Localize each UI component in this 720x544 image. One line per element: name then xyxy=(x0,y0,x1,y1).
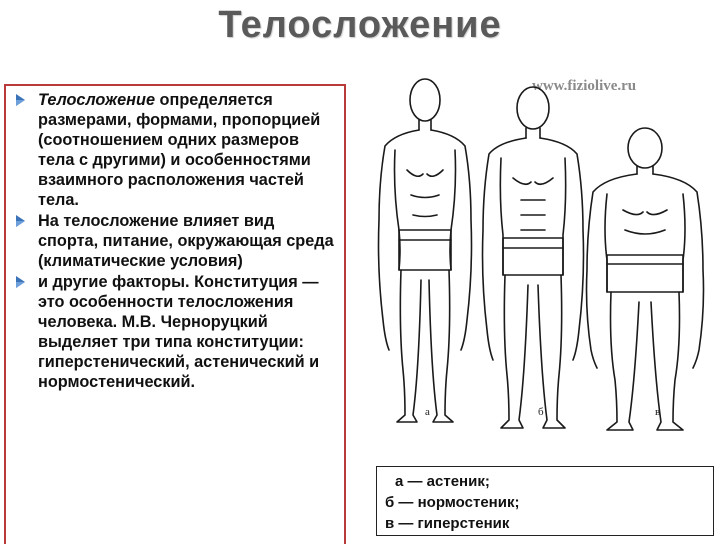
watermark: www.fiziolive.ru xyxy=(532,78,637,94)
bullet-list xyxy=(14,90,338,392)
figure-asthenic xyxy=(379,79,472,422)
bullet-arrow-icon xyxy=(16,215,25,227)
bullet-text: и другие факторы. Конституция — это особенности телосложения человека. М.В. Черноруцкий выделяет три типа конституции: гиперстенический, астенический и нормостенический. xyxy=(38,273,320,391)
figure-hypersthenic xyxy=(587,128,704,430)
text-panel xyxy=(4,84,346,544)
legend-item: б — нормостеник; xyxy=(385,494,520,511)
figure-label: а xyxy=(425,406,430,418)
body-types-illustration xyxy=(355,70,720,470)
bullet-term: Телосложение xyxy=(38,91,156,109)
legend-item: а — астеник; xyxy=(395,473,490,490)
bullet-item xyxy=(14,211,338,271)
figure-label: б xyxy=(538,406,544,418)
legend-item: в — гиперстеник xyxy=(385,515,510,532)
bullet-item xyxy=(14,272,338,392)
bullet-text: определяется размерами, формами, пропорцией (соотношением одних размеров тела с другими) и особенностями взаимного расположения частей тела. xyxy=(38,91,321,209)
figure-label: в xyxy=(655,406,661,418)
bullet-item xyxy=(14,90,338,210)
slide-title: Телосложение xyxy=(218,4,502,46)
figure-normosthenic xyxy=(483,87,584,428)
bullet-text: На телосложение влияет вид спорта, питание, окружающая среда (климатические условия) xyxy=(38,212,334,270)
legend-box xyxy=(376,466,714,536)
bullet-arrow-icon xyxy=(16,276,25,288)
bullet-arrow-icon xyxy=(16,94,25,106)
